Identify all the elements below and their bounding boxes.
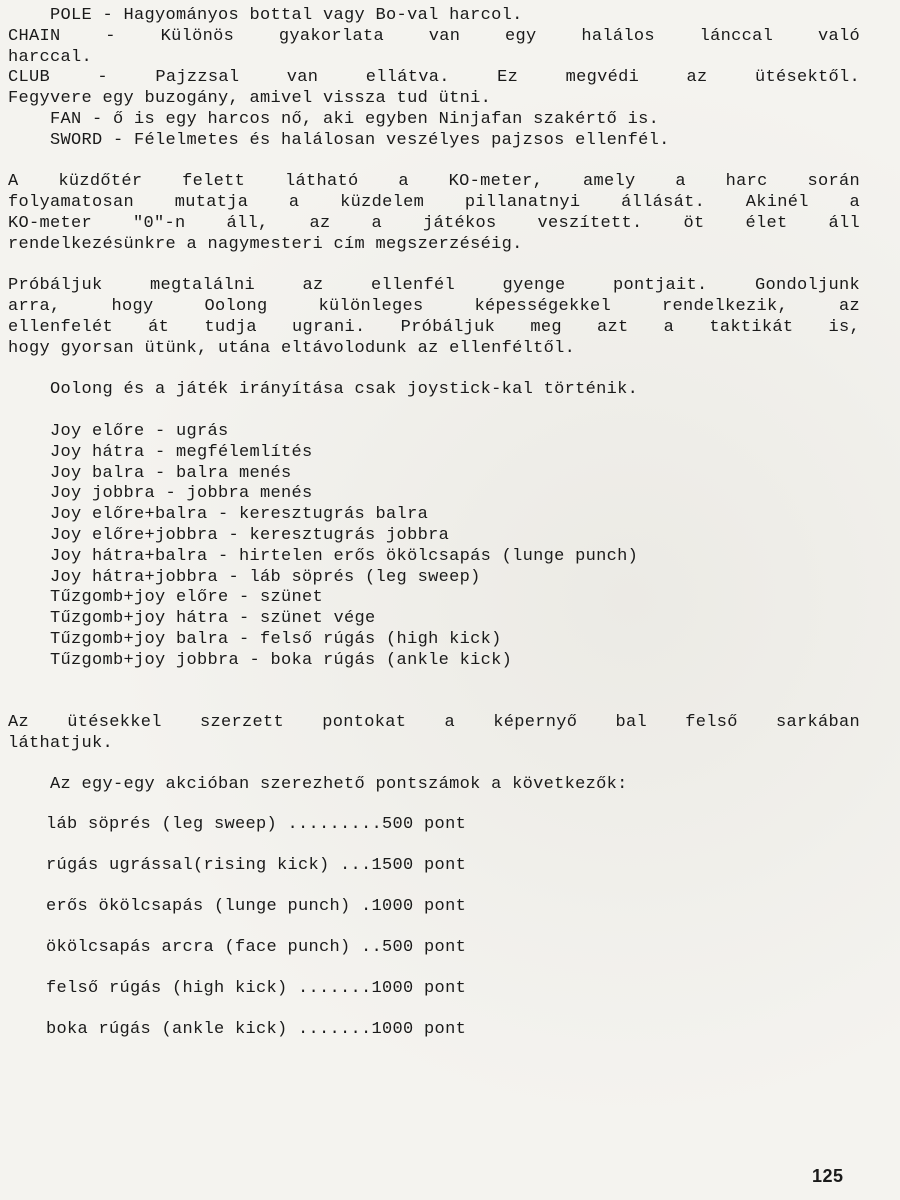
score-row: felső rúgás (high kick) .......1000 pont	[46, 979, 467, 999]
text-line: rendelkezésünkre a nagymesteri cím megszerzéséig.	[8, 234, 523, 254]
score-row: láb söprés (leg sweep) .........500 pont	[46, 815, 467, 835]
text-line: Joy hátra+jobbra - láb söprés (leg sweep)	[8, 567, 481, 587]
text-line: A küzdőtér felett látható a KO-meter, amely a harc során	[8, 172, 860, 192]
score-table	[8, 804, 860, 1050]
text-line: Az ütésekkel szerzett pontokat a képernyő bal felső sarkában	[8, 713, 860, 733]
text-line: Joy balra - balra menés	[8, 463, 292, 483]
text-line: Oolong és a játék irányítása csak joystick-kal történik.	[8, 380, 639, 400]
text-line: Joy hátra - megfélemlítés	[8, 442, 313, 462]
text-line: POLE - Hagyományos bottal vagy Bo-val harcol.	[8, 6, 523, 25]
text-line: Joy előre+balra - keresztugrás balra	[8, 505, 429, 525]
text-line: FAN - ő is egy harcos nő, aki egyben Ninjafan szakértő is.	[8, 109, 660, 129]
text-line: arra, hogy Oolong különleges képességekkel rendelkezik, az	[8, 297, 860, 317]
text-line: SWORD - Félelmetes és halálosan veszélyes pajzsos ellenfél.	[8, 130, 670, 150]
score-row: boka rúgás (ankle kick) .......1000 pont	[46, 1020, 467, 1040]
text-line: Joy előre+jobbra - keresztugrás jobbra	[8, 525, 450, 545]
page-number: 125	[812, 1166, 844, 1186]
text-line: CLUB - Pajzzsal van ellátva. Ez megvédi az ütésektől.	[8, 68, 860, 88]
blank-line	[8, 152, 860, 173]
text-line: Tűzgomb+joy jobbra - boka rúgás (ankle kick)	[8, 650, 513, 670]
text-line: harccal.	[8, 47, 93, 67]
blank-line	[8, 360, 860, 381]
text-line: Tűzgomb+joy hátra - szünet vége	[8, 609, 376, 629]
text-line: Joy előre - ugrás	[8, 421, 229, 441]
text-line: CHAIN - Különös gyakorlata van egy halálos lánccal való	[8, 26, 860, 46]
text-line: hogy gyorsan ütünk, utána eltávolodunk az ellenféltől.	[8, 338, 576, 358]
text-line: Tűzgomb+joy balra - felső rúgás (high kick)	[8, 629, 502, 649]
blank-line	[8, 256, 860, 277]
score-row: erős ökölcsapás (lunge punch) .1000 pont	[46, 897, 467, 917]
text-line: ellenfelét át tudja ugrani. Próbáljuk meg azt a taktikát is,	[8, 317, 860, 337]
blank-line	[8, 692, 860, 713]
text-line: Fegyvere egy buzogány, amivel vissza tud ütni.	[8, 89, 492, 109]
text-line: Joy hátra+balra - hirtelen erős ökölcsapás (lunge punch)	[8, 546, 639, 566]
text-line: Az egy-egy akcióban szerezhető pontszámok a következők:	[8, 775, 628, 795]
text-line: KO-meter "0"-n áll, az a játékos veszített. öt élet áll	[8, 213, 860, 233]
score-row: ökölcsapás arcra (face punch) ..500 pont	[46, 938, 467, 958]
text-line: láthatjuk.	[8, 733, 114, 753]
text-line: folyamatosan mutatja a küzdelem pillanatnyi állását. Akinél a	[8, 193, 860, 213]
body-text	[8, 6, 860, 1050]
blank-line	[8, 672, 860, 693]
blank-line	[8, 401, 860, 422]
blank-line	[8, 755, 860, 776]
text-line: Próbáljuk megtalálni az ellenfél gyenge pontjait. Gondoljunk	[8, 276, 860, 296]
text-line: Joy jobbra - jobbra menés	[8, 484, 313, 504]
text-line: Tűzgomb+joy előre - szünet	[8, 588, 324, 608]
score-row: rúgás ugrással(rising kick) ...1500 pont	[46, 856, 467, 876]
